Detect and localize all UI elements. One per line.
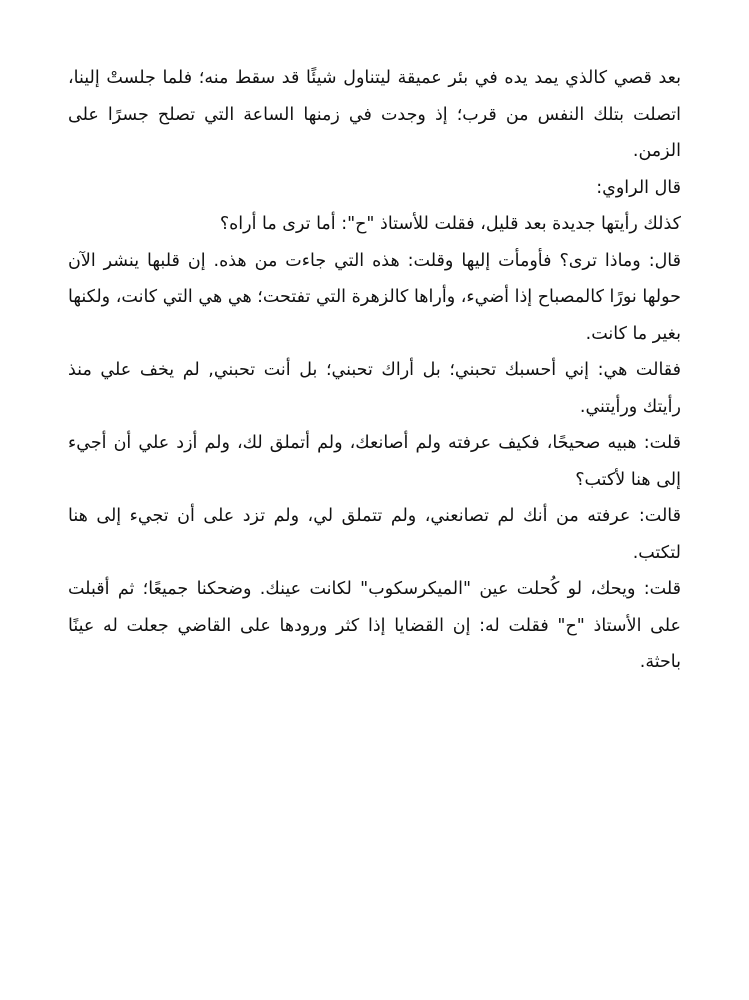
paragraph-4: قال: وماذا ترى؟ فأومأت إليها وقلت: هذه التي جاءت من هذه. إن قلبها ينشر الآن حولها نورًا كالمصباح إذا أضيء، وأراها كالزهرة التي تفتحت؛ هي هي التي كانت، ولكنها بغير ما كانت. <box>68 250 681 344</box>
paragraph-6: قلت: هبيه صحيحًا، فكيف عرفته ولم أصانعك، ولم أتملق لك، ولم أزد علي أن أجيء إلى هنا لأكتب؟ <box>68 433 681 490</box>
paragraph-3: كذلك رأيتها جديدة بعد قليل، فقلت للأستاذ "ح": أما ترى ما أراه؟ <box>219 214 681 234</box>
paragraph-8: قلت: ويحك، لو كُحلت عين "الميكرسكوب" لكانت عينك. وضحكنا جميعًا؛ ثم أقبلت على الأستاذ "ح" فقلت له: إن القضايا إذا كثر ورودها على القاضي جعلت له عينًا باحثة. <box>68 579 681 672</box>
paragraph-5: فقالت هي: إني أحسبك تحبني؛ بل أراك تحبني؛ بل أنت تحبني, لم يخف علي منذ رأيتك ورأيتني. <box>68 360 681 417</box>
body-text <box>68 60 681 681</box>
paragraph-2: قال الراوي: <box>596 177 681 198</box>
paragraph-1: بعد قصي كالذي يمد يده في بئر عميقة ليتناول شيئًا قد سقط منه؛ فلما جلستْ إلينا، اتصلت بتلك النفس من قرب؛ إذ وجدت في زمنها الساعة التي تصلح جسرًا على الزمن. <box>68 68 681 161</box>
paragraph-7: قالت: عرفته من أنك لم تصانعني، ولم تتملق لي، ولم تزد على أن تجيء إلى هنا لتكتب. <box>68 506 681 563</box>
